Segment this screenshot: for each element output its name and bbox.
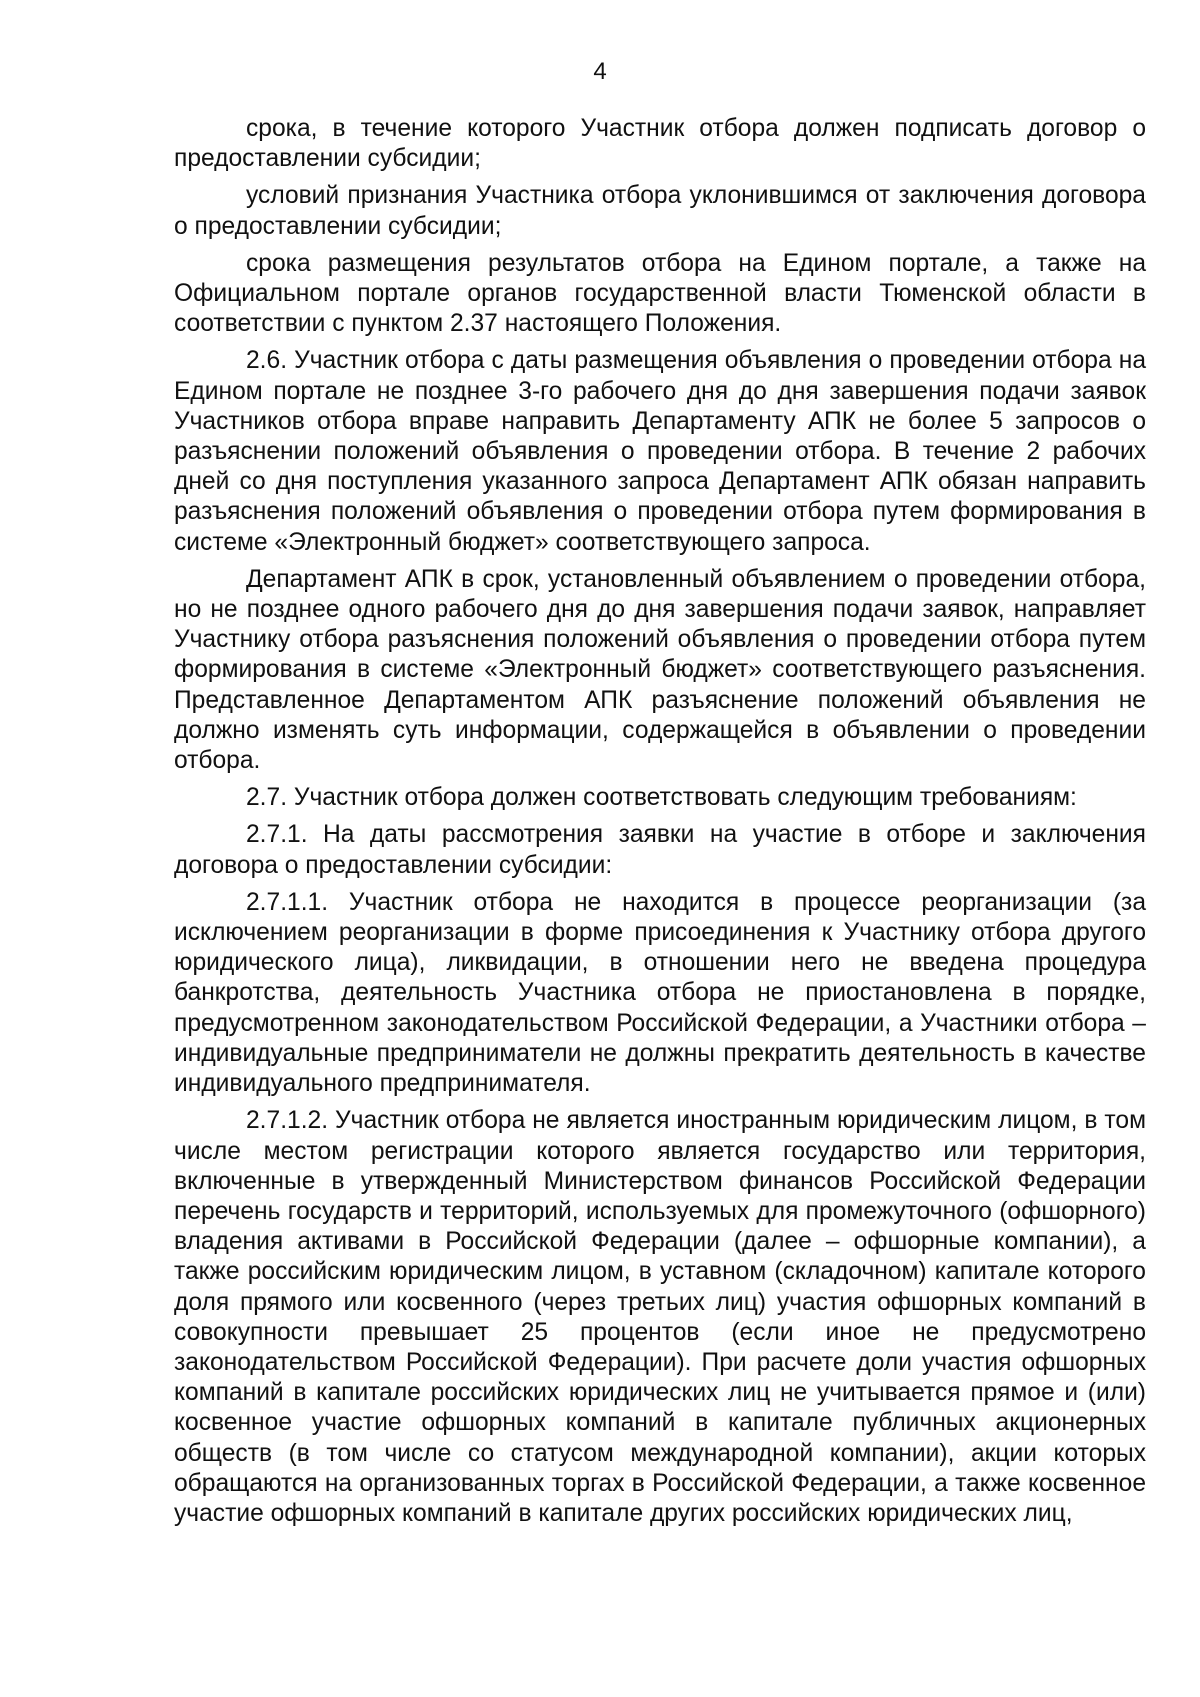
- paragraph-2-6: 2.6. Участник отбора с даты размещения объявления о проведении отбора на Едином портале не позднее 3-го рабочего дня до дня завершения подачи заявок Участников отбора вправе направить Департаменту АПК не более 5 запросов о разъяснении положений объявления о проведении отбора. В течение 2 рабочих дней со дня поступления указанного запроса Департамент АПК обязан направить разъяснения положений объявления о проведении отбора путем формирования в системе «Электронный бюджет» соответствующего запроса.: [174, 347, 1146, 556]
- paragraph-evasion-conditions: условий признания Участника отбора уклонившимся от заключения договора о предоставлении субсидии;: [174, 182, 1146, 240]
- page-number: 4: [593, 58, 607, 85]
- paragraph-2-7-1: 2.7.1. На даты рассмотрения заявки на участие в отборе и заключения договора о предоставлении субсидии:: [174, 821, 1146, 879]
- paragraph-clarifications: Департамент АПК в срок, установленный объявлением о проведении отбора, но не позднее одного рабочего дня до дня завершения подачи заявок, направляет Участнику отбора разъяснения положений объявления о проведении отбора путем формирования в системе «Электронный бюджет» соответствующего разъяснения. Представленное Департаментом АПК разъяснение положений объявления не должно изменять суть информации, содержащейся в объявлении о проведении отбора.: [174, 565, 1146, 775]
- paragraph-2-7-1-1: 2.7.1.1. Участник отбора не находится в процессе реорганизации (за исключением реорганизации в форме присоединения к Участнику отбора другого юридического лица), ликвидации, в отношении него не введена процедура банкротства, деятельность Участника отбора не приостановлена в порядке, предусмотренном законодательством Российской Федерации, а Участники отбора – индивидуальные предприниматели не должны прекратить деятельность в качестве индивидуального предпринимателя.: [174, 888, 1146, 1098]
- paragraph-signing-deadline: срока, в течение которого Участник отбора должен подписать договор о предоставлении субсидии;: [174, 115, 1146, 173]
- paragraph-results-publication: срока размещения результатов отбора на Едином портале, а также на Официальном портале органов государственной власти Тюменской области в соответствии с пунктом 2.37 настоящего Положения.: [174, 249, 1146, 338]
- document-body: [174, 114, 1146, 1536]
- paragraph-2-7: 2.7. Участник отбора должен соответствовать следующим требованиям:: [246, 784, 1077, 812]
- paragraph-2-7-1-2: 2.7.1.2. Участник отбора не является иностранным юридическим лицом, в том числе местом регистрации которого является государство или территория, включенные в утвержденный Министерством финансов Российской Федерации перечень государств и территорий, используемых для промежуточного (офшорного) владения активами в Российской Федерации (далее – офшорные компании), а также российским юридическим лицом, в уставном (складочном) капитале которого доля прямого или косвенного (через третьих лиц) участия офшорных компаний в совокупности превышает 25 процентов (если иное не предусмотрено законодательством Российской Федерации). При расчете доли участия офшорных компаний в капитале российских юридических лиц не учитывается прямое и (или) косвенное участие офшорных компаний в капитале публичных акционерных обществ (в том числе со статусом международной компании), акции которых обращаются на организованных торгах в Российской Федерации, а также косвенное участие офшорных компаний в капитале других российских юридических лиц,: [174, 1107, 1146, 1527]
